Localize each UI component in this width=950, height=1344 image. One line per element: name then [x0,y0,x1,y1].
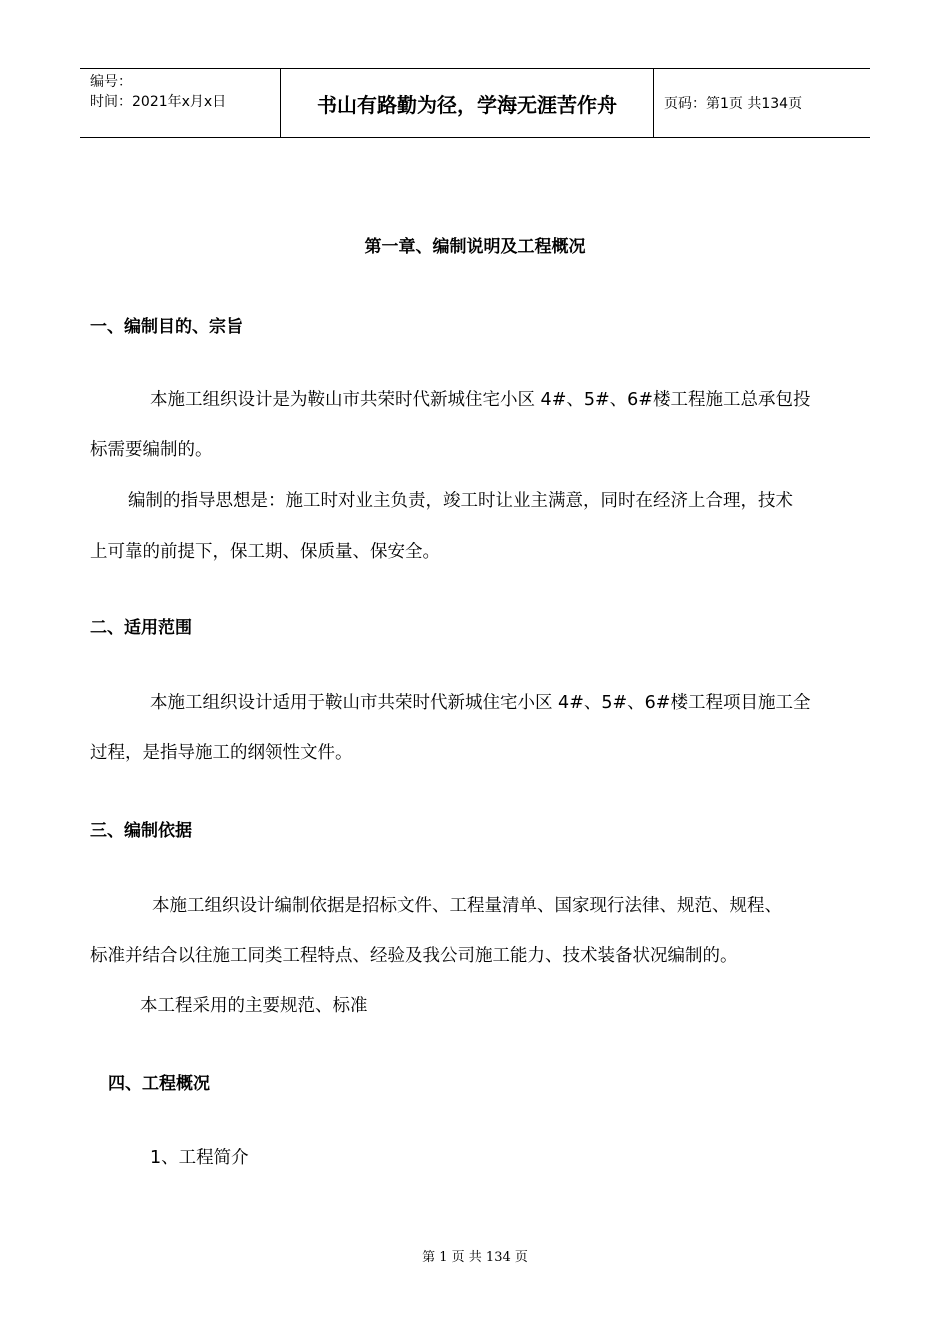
paragraph-line: 本施工组织设计编制依据是招标文件、工程量清单、国家现行法律、规范、规程、 [152,896,782,916]
paragraph-line: 本施工组织设计是为鞍山市共荣时代新城住宅小区 4#、5#、6#楼工程施工总承包投 [150,390,811,410]
header-meta [80,69,281,137]
document-number-label: 编号： [90,74,132,90]
section-heading-purpose: 一、编制目的、宗旨 [90,317,243,337]
paragraph-line: 本施工组织设计适用于鞍山市共荣时代新城住宅小区 4#、5#、6#楼工程项目施工全 [150,693,811,713]
header-page-info: 页码：第1页 共134页 [664,96,803,112]
paragraph-line: 标需要编制的。 [90,440,213,460]
paragraph-line: 标准并结合以往施工同类工程特点、经验及我公司施工能力、技术装备状况编制的。 [90,946,738,966]
section-heading-overview: 四、工程概况 [108,1074,210,1094]
section-heading-basis: 三、编制依据 [90,821,192,841]
header-motto: 书山有路勤为径，学海无涯苦作舟 [281,69,654,137]
paragraph-line: 过程，是指导施工的纲领性文件。 [90,743,353,763]
subsection-heading: 1、工程简介 [150,1148,249,1168]
document-time: 时间：2021年x月x日 [90,94,227,110]
paragraph-line: 上可靠的前提下，保工期、保质量、保安全。 [90,542,440,562]
paragraph-line: 本工程采用的主要规范、标准 [140,996,368,1016]
paragraph-line: 编制的指导思想是：施工时对业主负责，竣工时让业主满意，同时在经济上合理，技术 [128,491,793,511]
document-header [80,68,870,138]
chapter-title: 第一章、编制说明及工程概况 [364,237,586,257]
page-footer: 第 1 页 共 134 页 [422,1250,528,1265]
section-heading-scope: 二、适用范围 [90,618,192,638]
